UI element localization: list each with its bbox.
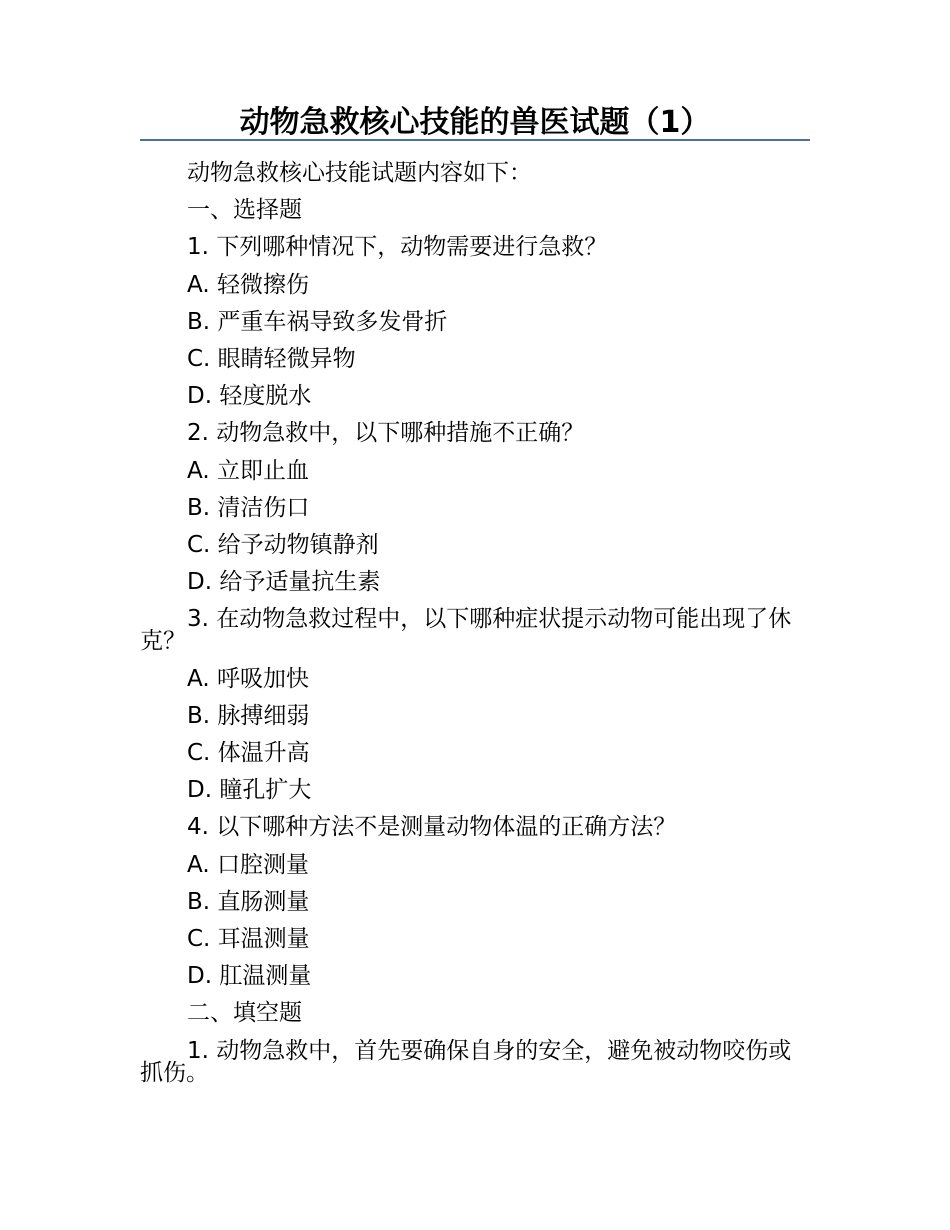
question-1-option-c: C. 眼睛轻微异物 [187,346,356,373]
question-1-option-a: A. 轻微擦伤 [187,271,309,298]
question-2-option-b: B. 清洁伤口 [187,494,310,521]
question-4-option-a: A. 口腔测量 [187,851,309,878]
question-1-option-b: B. 严重车祸导致多发骨折 [187,308,448,335]
question-2-option-d: D. 给予适量抗生素 [187,569,381,596]
title-underline [140,139,810,141]
question-2-option-c: C. 给予动物镇静剂 [187,532,379,559]
question-3: 3. 在动物急救过程中，以下哪种症状提示动物可能出现了休克？ [140,606,792,655]
intro-paragraph: 动物急救核心技能试题内容如下： [187,160,532,186]
question-2: 2. 动物急救中，以下哪种措施不正确？ [187,420,585,447]
question-1: 1. 下列哪种情况下，动物需要进行急救？ [187,234,608,261]
document-title: 动物急救核心技能的兽医试题（1） [239,105,711,140]
question-4: 4. 以下哪种方法不是测量动物体温的正确方法？ [187,814,677,841]
question-1-option-d: D. 轻度脱水 [187,383,312,410]
question-4-option-c: C. 耳温测量 [187,926,310,953]
section-heading-fill: 二、填空题 [187,1000,302,1027]
question-4-option-b: B. 直肠测量 [187,888,310,915]
question-2-option-a: A. 立即止血 [187,457,309,484]
question-3-option-a: A. 呼吸加快 [187,665,309,692]
document-body [140,155,810,1092]
question-3-option-d: D. 瞳孔扩大 [187,777,312,804]
question-3-option-b: B. 脉搏细弱 [187,702,310,729]
question-3-option-c: C. 体温升高 [187,740,310,767]
section-heading-choice: 一、选择题 [187,197,302,224]
question-4-option-d: D. 肛温测量 [187,963,312,990]
fill-question-1: 1. 动物急救中，首先要确保自身的安全，避免被动物咬伤或抓伤。 [140,1037,792,1086]
